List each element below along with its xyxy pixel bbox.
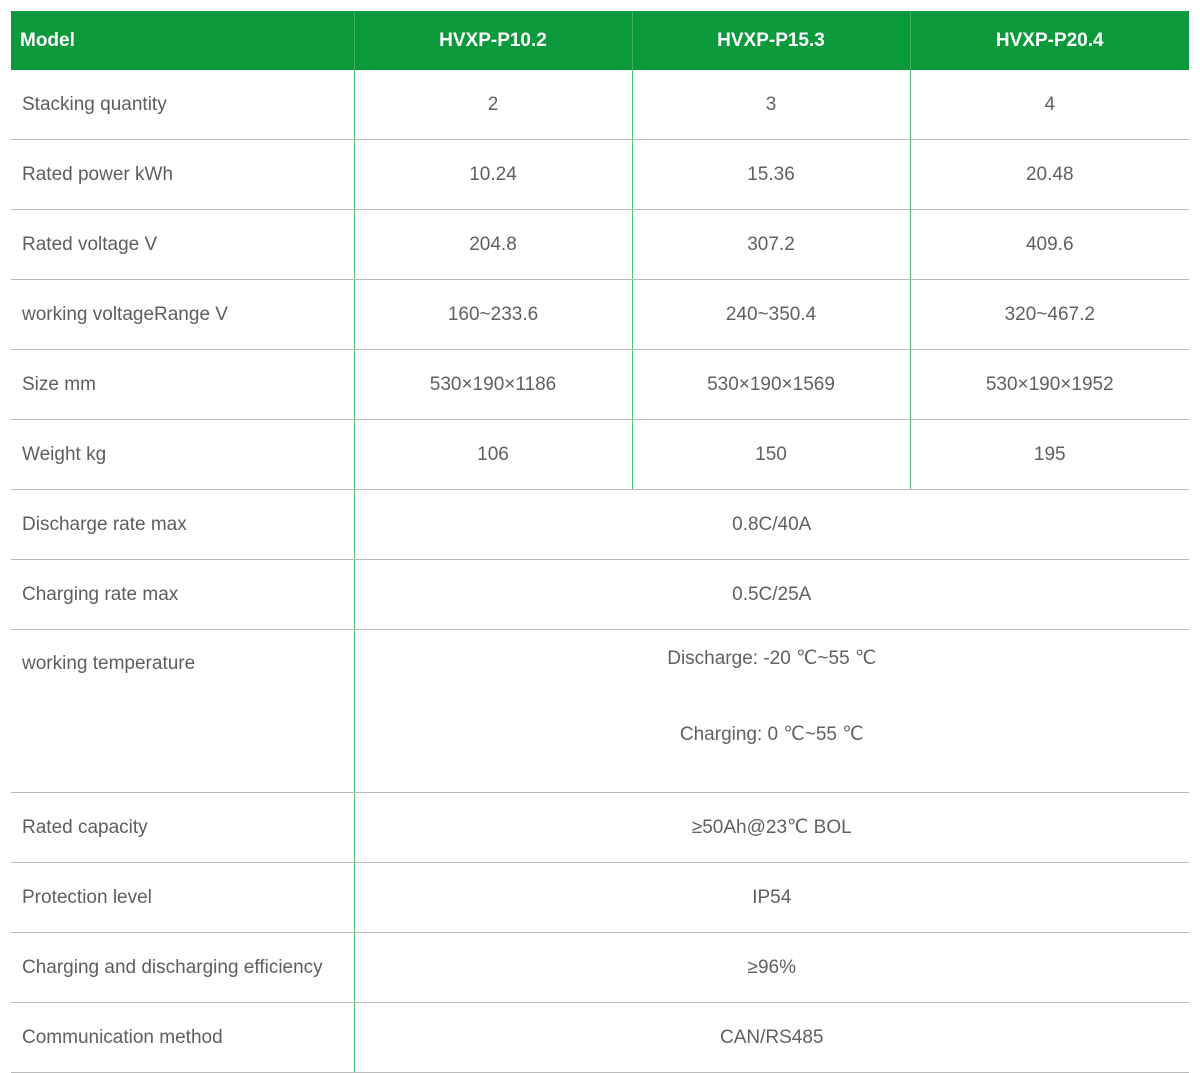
- row-label: Weight kg: [11, 420, 354, 490]
- row-charging-rate: [11, 560, 1189, 630]
- row-label: Size mm: [11, 350, 354, 420]
- charging-temperature: Charging: 0 ℃~55 ℃: [679, 724, 864, 745]
- row-rated-power: [11, 140, 1189, 210]
- cell-value: CAN/RS485: [354, 1003, 1189, 1073]
- row-stacking-quantity: [11, 70, 1189, 140]
- row-rated-voltage: [11, 210, 1189, 280]
- cell-value: 0.8C/40A: [354, 490, 1189, 560]
- cell-value: 3: [632, 70, 910, 140]
- row-label: Rated power kWh: [11, 140, 354, 210]
- cell-value: 530×190×1952: [910, 350, 1189, 420]
- cell-value: IP54: [354, 863, 1189, 933]
- cell-value: 530×190×1569: [632, 350, 910, 420]
- row-label: working temperature: [11, 630, 354, 793]
- row-label: Discharge rate max: [11, 490, 354, 560]
- cell-value: 160~233.6: [354, 280, 632, 350]
- cell-value: 15.36: [632, 140, 910, 210]
- row-communication-method: [11, 1003, 1189, 1073]
- cell-value: ≥96%: [354, 933, 1189, 1003]
- cell-value: 150: [632, 420, 910, 490]
- row-label: working voltageRange V: [11, 280, 354, 350]
- discharge-temperature: Discharge: -20 ℃~55 ℃: [667, 648, 877, 669]
- row-label: Protection level: [11, 863, 354, 933]
- row-rated-capacity: [11, 793, 1189, 863]
- spec-table: [11, 11, 1189, 1073]
- cell-value: 320~467.2: [910, 280, 1189, 350]
- header-row: [11, 11, 1189, 70]
- cell-value: 2: [354, 70, 632, 140]
- cell-value: 409.6: [910, 210, 1189, 280]
- model-header-p15: HVXP-P15.3: [632, 11, 910, 70]
- row-efficiency: [11, 933, 1189, 1003]
- row-discharge-rate: [11, 490, 1189, 560]
- row-label: Communication method: [11, 1003, 354, 1073]
- row-label: Stacking quantity: [11, 70, 354, 140]
- row-size: [11, 350, 1189, 420]
- cell-value: 204.8: [354, 210, 632, 280]
- row-label: Charging and discharging efficiency: [11, 933, 354, 1003]
- row-label: Rated voltage V: [11, 210, 354, 280]
- cell-value: 20.48: [910, 140, 1189, 210]
- cell-value: 240~350.4: [632, 280, 910, 350]
- model-header-p10: HVXP-P10.2: [354, 11, 632, 70]
- cell-value: ≥50Ah@23℃ BOL: [354, 793, 1189, 863]
- row-weight: [11, 420, 1189, 490]
- row-label: Charging rate max: [11, 560, 354, 630]
- model-header: Model: [11, 11, 354, 70]
- cell-value: 0.5C/25A: [354, 560, 1189, 630]
- row-protection-level: [11, 863, 1189, 933]
- row-working-temperature: [11, 630, 1189, 793]
- cell-value: 307.2: [632, 210, 910, 280]
- cell-value: 10.24: [354, 140, 632, 210]
- model-header-p20: HVXP-P20.4: [910, 11, 1189, 70]
- row-working-voltage-range: [11, 280, 1189, 350]
- temperature-cell: [354, 630, 1189, 793]
- cell-value: 195: [910, 420, 1189, 490]
- cell-value: 4: [910, 70, 1189, 140]
- cell-value: 530×190×1186: [354, 350, 632, 420]
- row-label: Rated capacity: [11, 793, 354, 863]
- cell-value: 106: [354, 420, 632, 490]
